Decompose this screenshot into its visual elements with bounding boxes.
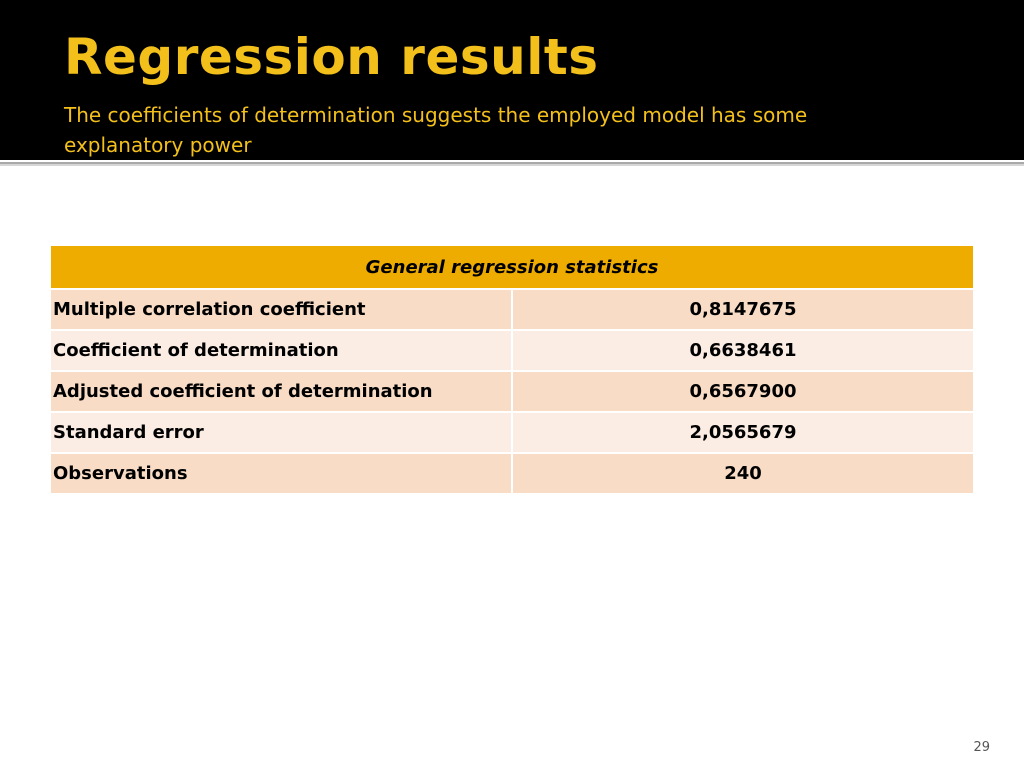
table-row (51, 289, 973, 330)
row-value: 0,6638461 (512, 330, 973, 371)
row-label: Standard error (51, 412, 512, 453)
row-value: 240 (512, 453, 973, 494)
table-header-row (51, 246, 973, 289)
slide-title: Regression results (64, 28, 599, 86)
table-row (51, 330, 973, 371)
row-label: Coefficient of determination (51, 330, 512, 371)
table-row (51, 453, 973, 494)
slide-header (0, 0, 1024, 160)
row-value: 0,6567900 (512, 371, 973, 412)
table-header: General regression statistics (51, 246, 973, 289)
row-value: 2,0565679 (512, 412, 973, 453)
page-number: 29 (973, 740, 990, 755)
row-label: Adjusted coefficient of determination (51, 371, 512, 412)
slide-subtitle: The coefficients of determination suggests the employed model has some explanatory power (64, 103, 808, 157)
table-row (51, 371, 973, 412)
regression-statistics-table (51, 246, 973, 495)
table-row (51, 412, 973, 453)
row-label: Observations (51, 453, 512, 494)
header-divider (0, 160, 1024, 166)
row-label: Multiple correlation coefficient (51, 289, 512, 330)
row-value: 0,8147675 (512, 289, 973, 330)
